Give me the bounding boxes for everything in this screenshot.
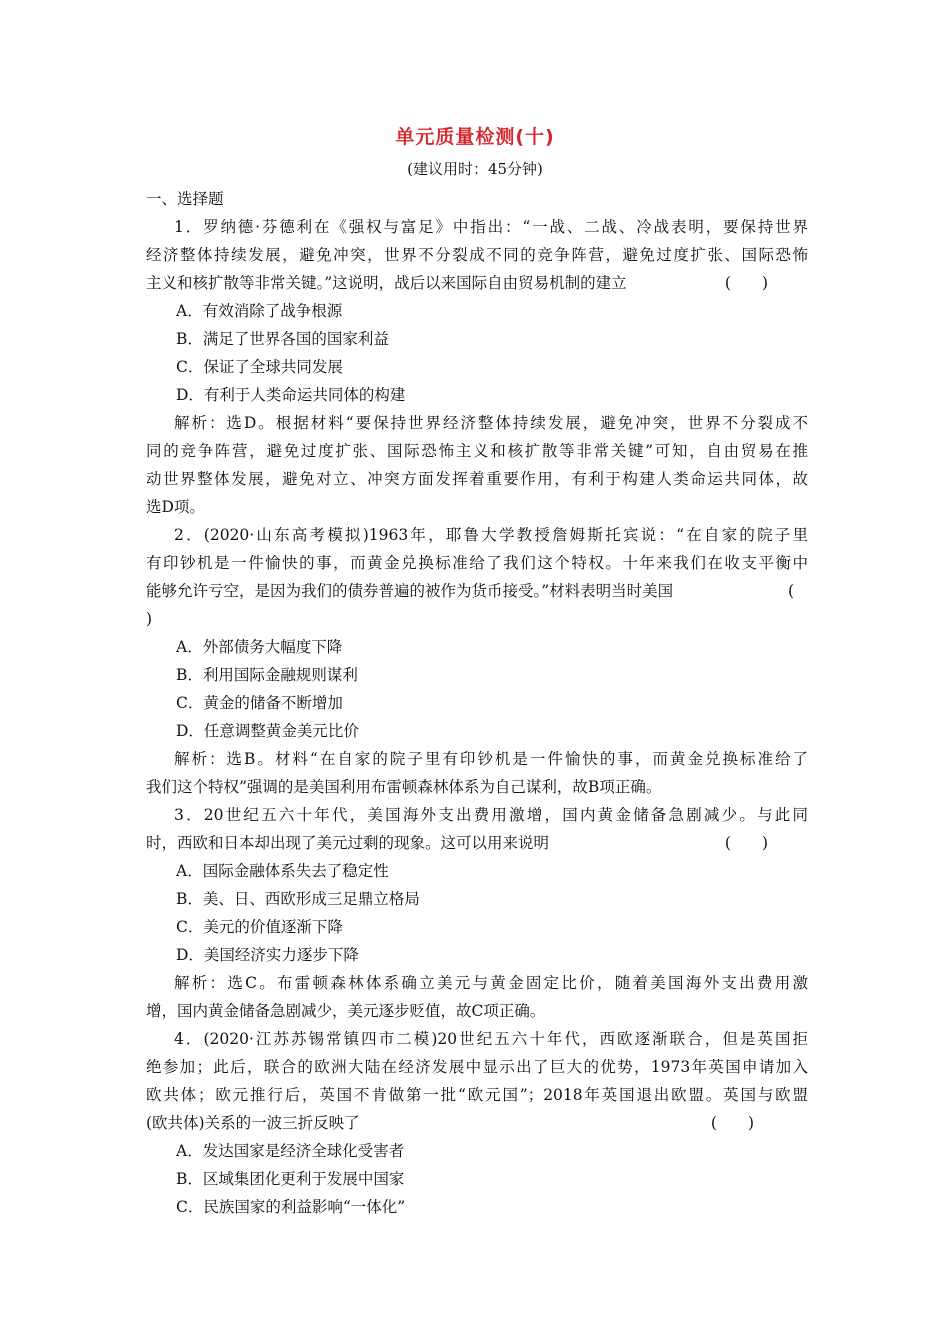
- question-2-line: [146, 577, 808, 605]
- answer-bracket: ( ): [710, 1114, 754, 1132]
- document-body: [146, 185, 808, 1221]
- solution-line: 动世界整体发展，避免对立、冲突方面发挥着重要作用，有利于构建人类命运共同体，故: [146, 470, 808, 488]
- question-text: 能够允许亏空，是因为我们的债券普遍的被作为货币接受。”材料表明当时美国: [146, 582, 674, 600]
- option-c: C．黄金的储备不断增加: [176, 694, 343, 712]
- option-c: C．美元的价值逐渐下降: [176, 918, 343, 936]
- section-heading: 一、选择题: [146, 190, 224, 208]
- question-2-line: 有印钞机是一件愉快的事，而黄金兑换标准给了我们这个特权。十年来我们在收支平衡中: [146, 554, 808, 572]
- question-text: 主义和核扩散等非常关键。”这说明，战后以来国际自由贸易机制的建立: [146, 274, 627, 292]
- question-1-line: [146, 269, 808, 297]
- page-title: 单元质量检测(十): [395, 126, 555, 148]
- time-suggestion: (建议用时：45分钟): [407, 160, 543, 178]
- option-d: D．任意调整黄金美元比价: [176, 722, 359, 740]
- question-4-line: 欧共体；欧元推行后，英国不肯做第一批“欧元国”；2018年英国退出欧盟。英国与欧盟: [146, 1086, 808, 1104]
- option-a: A．有效消除了战争根源: [176, 302, 343, 320]
- solution-line: 选D项。: [146, 498, 205, 516]
- question-4-line: 4．(2020·江苏苏锡常镇四市二模)20世纪五六十年代，西欧逐渐联合，但是英国拒: [174, 1030, 808, 1048]
- solution-line: 同的竞争阵营，避免过度扩张、国际恐怖主义和核扩散等非常关键”可知，自由贸易在推: [146, 442, 808, 460]
- option-c: C．民族国家的利益影响“一体化”: [176, 1198, 406, 1216]
- question-1-line: 经济整体持续发展，避免冲突，世界不分裂成不同的竞争阵营，避免过度扩张、国际恐怖: [146, 246, 808, 264]
- question-4-line: 绝参加；此后，联合的欧洲大陆在经济发展中显示出了巨大的优势，1973年英国申请加入: [146, 1058, 808, 1076]
- solution-line: 解析：选B。材料“在自家的院子里有印钞机是一件愉快的事，而黄金兑换标准给了: [174, 750, 808, 768]
- question-text: 时，西欧和日本却出现了美元过剩的现象。这可以用来说明: [146, 834, 550, 852]
- option-b: B．美、日、西欧形成三足鼎立格局: [176, 890, 420, 908]
- answer-bracket-close: ): [146, 610, 153, 628]
- solution-line: 我们这个特权”强调的是美国利用布雷顿森林体系为自己谋利，故B项正确。: [146, 778, 662, 796]
- option-b: B．利用国际金融规则谋利: [176, 666, 358, 684]
- question-text: (欧共体)关系的一波三折反映了: [146, 1114, 360, 1132]
- option-d: D．有利于人类命运共同体的构建: [176, 386, 406, 404]
- question-3-line: [146, 829, 808, 857]
- option-b: B．区域集团化更利于发展中国家: [176, 1170, 405, 1188]
- solution-line: 增，国内黄金储备急剧减少，美元逐步贬值，故C项正确。: [146, 1002, 546, 1020]
- option-d: D．美国经济实力逐步下降: [176, 946, 359, 964]
- solution-line: 解析：选C。布雷顿森林体系确立美元与黄金固定比价，随着美国海外支出费用激: [174, 974, 808, 992]
- question-2-line: 2．(2020·山东高考模拟)1963年，耶鲁大学教授詹姆斯托宾说：“在自家的院子里: [174, 526, 808, 544]
- option-a: A．国际金融体系失去了稳定性: [176, 862, 389, 880]
- option-b: B．满足了世界各国的国家利益: [176, 330, 389, 348]
- answer-bracket-open: (: [787, 582, 794, 600]
- question-3-line: 3．20世纪五六十年代，美国海外支出费用激增，国内黄金储备急剧减少。与此同: [174, 806, 808, 824]
- answer-bracket: ( ): [724, 834, 768, 852]
- solution-line: 解析：选D。根据材料“要保持世界经济整体持续发展，避免冲突，世界不分裂成不: [174, 414, 808, 432]
- answer-bracket: ( ): [724, 274, 768, 292]
- question-4-line: [146, 1109, 808, 1137]
- option-a: A．发达国家是经济全球化受害者: [176, 1142, 405, 1160]
- question-1-line: 1．罗纳德·芬德利在《强权与富足》中指出：“一战、二战、冷战表明，要保持世界: [174, 218, 808, 236]
- option-a: A．外部债务大幅度下降: [176, 638, 343, 656]
- option-c: C．保证了全球共同发展: [176, 358, 343, 376]
